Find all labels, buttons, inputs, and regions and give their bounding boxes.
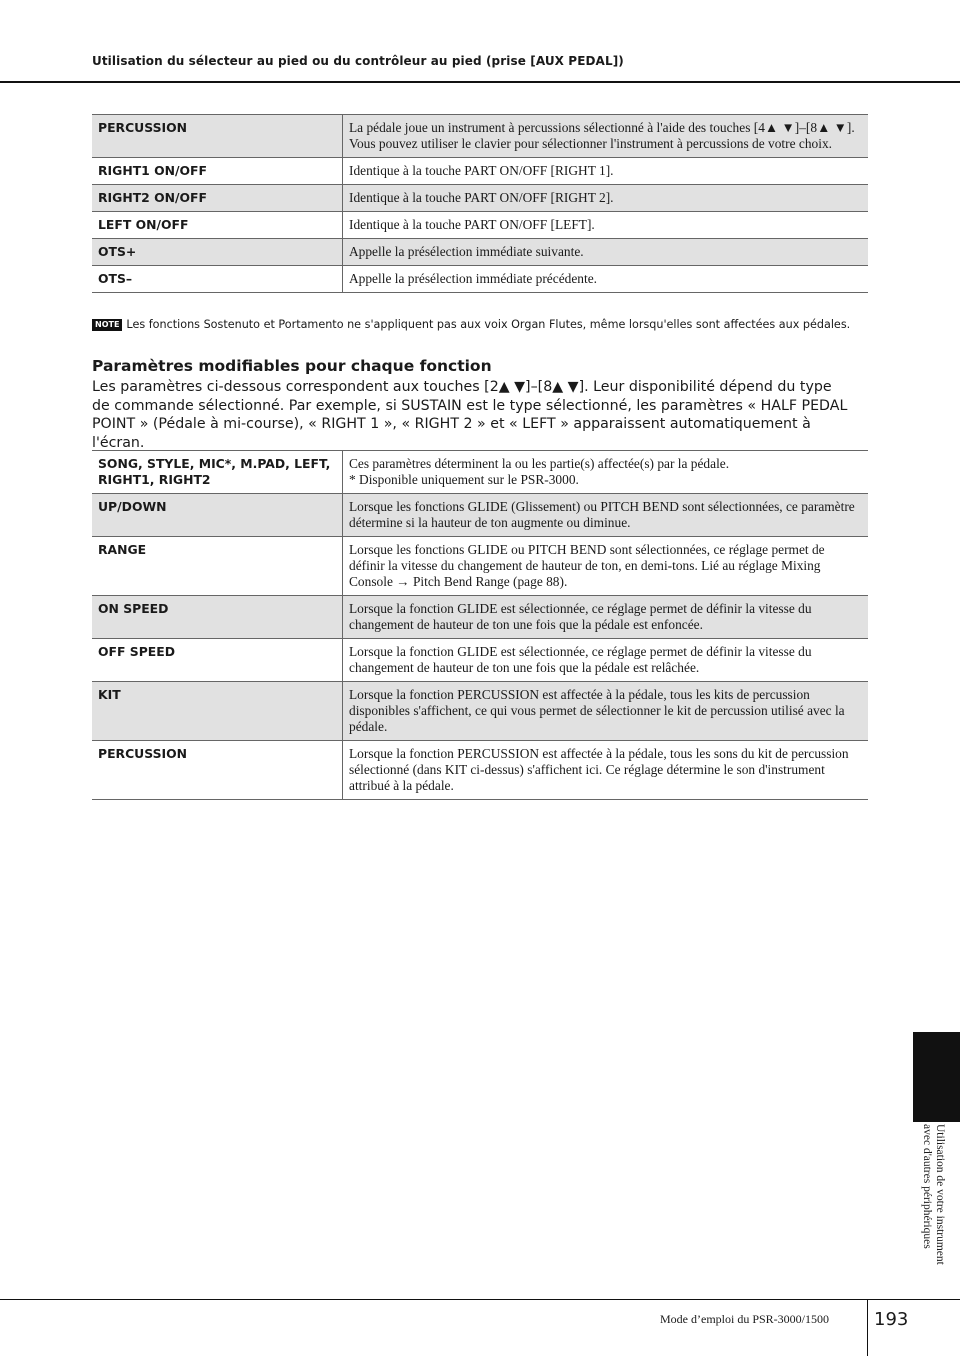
function-table <box>92 114 868 293</box>
chapter-tab-line: Utilisation de votre instrument <box>934 1124 946 1265</box>
note <box>92 318 850 331</box>
param-value: Lorsque les fonctions GLIDE ou PITCH BEND sont sélectionnées, ce réglage permet de définir la vitesse du changement de hauteur de ton, en demi-tons. Lié au réglage Mixing Console → Pitch Bend Range (page 88). <box>349 542 825 589</box>
param-key: OFF SPEED <box>92 639 343 682</box>
table-row <box>92 741 868 800</box>
section-body: Les paramètres ci-dessous correspondent aux touches [2▲ ▼]–[8▲ ▼]. Leur disponibilité dépend du type de commande sélectionné. Par exemple, si SUSTAIN est le type sélectionné, les paramètres « HALF PEDAL POINT » (Pédale à mi-course), « RIGHT 1 », « RIGHT 2 » et « LEFT » apparaissent automatiquement à l'écran. <box>92 379 848 451</box>
header-title: Utilisation du sélecteur au pied ou du contrôleur au pied (prise [AUX PEDAL]) <box>92 54 624 68</box>
param-value: Appelle la présélection immédiate précédente. <box>349 271 597 286</box>
table-row <box>92 158 868 185</box>
note-text: Les fonctions Sostenuto et Portamento ne s'appliquent pas aux voix Organ Flutes, même lorsqu'elles sont affectées aux pédales. <box>126 318 851 331</box>
param-value-footnote: * Disponible uniquement sur le PSR-3000. <box>349 472 579 487</box>
param-value-line: Ces paramètres déterminent la ou les partie(s) affectée(s) par la pédale. <box>349 456 730 471</box>
param-key: OTS– <box>92 266 343 293</box>
param-value: Appelle la présélection immédiate suivante. <box>349 244 584 259</box>
param-value: Identique à la touche PART ON/OFF [LEFT]. <box>349 217 595 232</box>
table-row <box>92 682 868 741</box>
section-title: Paramètres modifiables pour chaque fonction <box>92 357 492 375</box>
parameter-table <box>92 450 868 800</box>
param-key: PERCUSSION <box>92 115 343 158</box>
param-key: OTS+ <box>92 239 343 266</box>
param-key: SONG, STYLE, MIC*, M.PAD, LEFT, RIGHT1, RIGHT2 <box>92 451 343 494</box>
param-key: LEFT ON/OFF <box>92 212 343 239</box>
table-row <box>92 596 868 639</box>
table-row <box>92 494 868 537</box>
table-row <box>92 115 868 158</box>
param-value: Lorsque la fonction PERCUSSION est affectée à la pédale, tous les kits de percussion disponibles s'affichent, ce qui vous permet de sélectionner le kit de percussion utilisé avec la pédale. <box>349 687 845 734</box>
table-row <box>92 239 868 266</box>
param-value: Lorsque la fonction GLIDE est sélectionnée, ce réglage permet de définir la vitesse du changement de hauteur de ton une fois que la pédale est relâchée. <box>349 644 812 675</box>
param-key: UP/DOWN <box>92 494 343 537</box>
param-value: Identique à la touche PART ON/OFF [RIGHT 1]. <box>349 163 614 178</box>
table-row <box>92 266 868 293</box>
chapter-tab-line: avec d'autres périphériques <box>921 1124 933 1249</box>
table-row <box>92 537 868 596</box>
table-row <box>92 185 868 212</box>
param-key: RIGHT1 ON/OFF <box>92 158 343 185</box>
param-key: KIT <box>92 682 343 741</box>
param-value <box>343 451 869 494</box>
param-key: RANGE <box>92 537 343 596</box>
chapter-tab <box>913 1032 960 1122</box>
param-key: PERCUSSION <box>92 741 343 800</box>
note-icon: NOTE <box>92 319 122 331</box>
table-row <box>92 212 868 239</box>
footer-manual-title: Mode d’emploi du PSR-3000/1500 <box>660 1312 830 1326</box>
param-key: ON SPEED <box>92 596 343 639</box>
footer-rule <box>0 1299 960 1300</box>
param-value: Lorsque la fonction GLIDE est sélectionnée, ce réglage permet de définir la vitesse du changement de hauteur de ton une fois que la pédale est enfoncée. <box>349 601 812 632</box>
param-value: Lorsque les fonctions GLIDE (Glissement) ou PITCH BEND sont sélectionnées, ce paramètre détermine si la hauteur de ton augmente ou diminue. <box>349 499 855 530</box>
table-row <box>92 451 868 494</box>
table-row <box>92 639 868 682</box>
param-value: La pédale joue un instrument à percussions sélectionné à l'aide des touches [4▲ ▼]–[8▲ ▼]. Vous pouvez utiliser le clavier pour sélectionner l'instrument à percussions de votre choix. <box>349 120 855 151</box>
param-key: RIGHT2 ON/OFF <box>92 185 343 212</box>
page-number: 193 <box>874 1309 909 1330</box>
header-rule <box>0 81 960 83</box>
param-value: Identique à la touche PART ON/OFF [RIGHT 2]. <box>349 190 614 205</box>
footer-divider <box>867 1299 868 1356</box>
chapter-tab-label <box>906 1124 946 1294</box>
param-value: Lorsque la fonction PERCUSSION est affectée à la pédale, tous les sons du kit de percussion sélectionné (dans KIT ci-dessus) s'affichent ici. Ce réglage détermine le son d'instrument attribué à la pédale. <box>349 746 849 793</box>
